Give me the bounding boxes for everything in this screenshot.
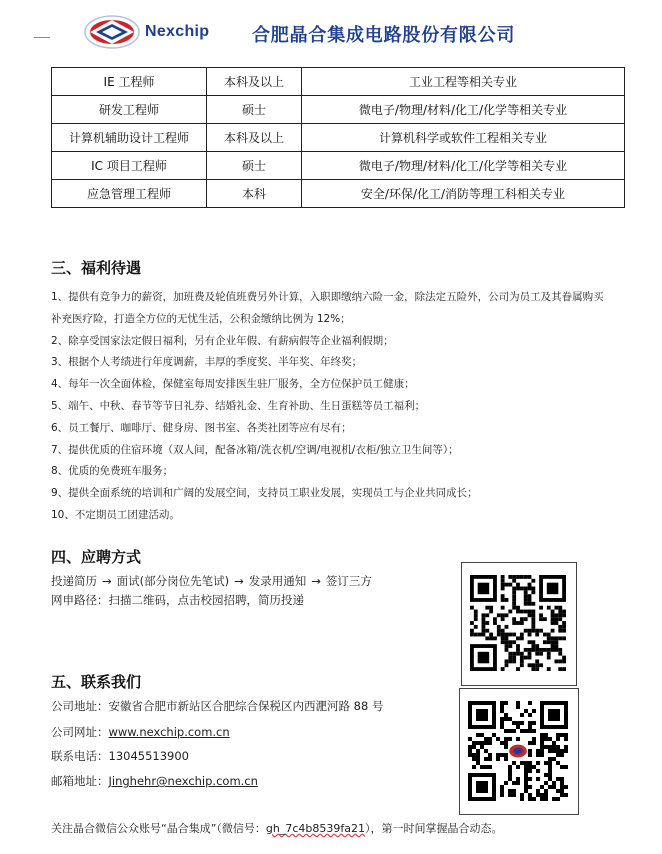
address-value: 安徽省合肥市新站区合肥综合保税区内西淝河路 88 号	[108, 699, 384, 713]
apply-step: 投递简历	[51, 574, 97, 588]
arrow-right-icon: →	[234, 574, 244, 588]
website-link[interactable]: www.nexchip.com.cn	[108, 725, 230, 739]
position-title-cell: IC 项目工程师	[52, 152, 207, 180]
position-title-cell: 应急管理工程师	[52, 180, 207, 208]
table-row	[52, 152, 625, 180]
online-apply-label: 网申路径：	[51, 593, 109, 607]
header-rule	[34, 37, 50, 38]
logo-wordmark: Nexchip	[145, 23, 210, 40]
degree-cell: 硕士	[207, 152, 302, 180]
arrow-right-icon: →	[311, 574, 321, 588]
phone-label: 联系电话：	[51, 749, 109, 763]
table-row	[52, 68, 625, 96]
degree-cell: 硕士	[207, 96, 302, 124]
apply-steps	[51, 573, 372, 589]
company-name: 合肥晶合集成电路股份有限公司	[252, 25, 516, 46]
major-cell: 微电子/物理/材料/化工/化学等相关专业	[302, 152, 625, 180]
degree-cell: 本科及以上	[207, 68, 302, 96]
list-item: 8、优质的免费班车服务；	[51, 465, 174, 478]
major-cell: 计算机科学或软件工程相关专业	[302, 124, 625, 152]
contact-address	[51, 698, 383, 714]
nexchip-logo-icon	[84, 15, 140, 49]
list-item: 7、提供优质的住宿环境（双人间，配备冰箱/洗衣机/空调/电视机/衣柜/独立卫生间等）；	[51, 443, 459, 456]
table-row	[52, 96, 625, 124]
wechat-qr-code[interactable]	[459, 688, 579, 815]
list-item: 10、不定期员工团建活动。	[51, 508, 180, 521]
note-prefix: 关注晶合微信公众账号“晶合集成”（微信号：	[51, 822, 266, 835]
website-label: 公司网址：	[51, 725, 109, 739]
email-link[interactable]: Jinghehr@nexchip.com.cn	[108, 774, 258, 788]
contact-website	[51, 724, 230, 740]
apply-heading: 四、应聘方式	[51, 548, 142, 566]
qr-code-icon	[470, 571, 566, 675]
position-title-cell: 计算机辅助设计工程师	[52, 124, 207, 152]
positions-table-body	[52, 68, 625, 208]
list-item: 6、员工餐厅、咖啡厅、健身房、图书室、各类社团等应有尽有；	[51, 421, 352, 434]
wechat-follow-note	[51, 820, 503, 836]
major-cell: 工业工程等相关专业	[302, 68, 625, 96]
degree-cell: 本科	[207, 180, 302, 208]
contact-heading: 五、联系我们	[51, 673, 142, 691]
note-suffix: ），第一时间掌握晶合动态。	[365, 822, 503, 835]
degree-cell: 本科及以上	[207, 124, 302, 152]
address-label: 公司地址：	[51, 699, 109, 713]
online-apply-text: 扫描二维码，点击校园招聘，简历投递	[108, 593, 304, 607]
benefits-heading: 三、福利待遇	[51, 259, 142, 277]
online-apply-path	[51, 592, 304, 608]
arrow-right-icon: →	[102, 574, 112, 588]
apply-step: 面试(部分岗位先笔试)	[116, 574, 230, 588]
apply-step: 签订三方	[325, 574, 372, 588]
apply-step: 发录用通知	[248, 574, 307, 588]
qr-code-icon	[468, 697, 568, 805]
benefits-list	[51, 287, 611, 527]
list-item: 5、端午、中秋、春节等节日礼券、结婚礼金、生育补助、生日蛋糕等员工福利；	[51, 399, 426, 412]
list-item: 2、除享受国家法定假日福利，另有企业年假、有薪病假等企业福利假期；	[51, 334, 394, 347]
wechat-id: gh_7c4b8539fa21	[265, 822, 365, 835]
apply-qr-code[interactable]	[461, 562, 577, 686]
table-row	[52, 180, 625, 208]
list-item: 4、每年一次全面体检，保健室每周安排医生驻厂服务，全方位保护员工健康；	[51, 378, 415, 391]
email-label: 邮箱地址：	[51, 774, 109, 788]
list-item: 9、提供全面系统的培训和广阔的发展空间，支持员工职业发展，实现员工与企业共同成长；	[51, 487, 478, 500]
phone-value: 13045513900	[108, 749, 189, 763]
major-cell: 微电子/物理/材料/化工/化学等相关专业	[302, 96, 625, 124]
contact-email	[51, 773, 258, 789]
list-item: 3、根据个人考绩进行年度调薪，丰厚的季度奖、半年奖、年终奖；	[51, 356, 363, 369]
page-header	[0, 0, 662, 60]
position-title-cell: IE 工程师	[52, 68, 207, 96]
major-cell: 安全/环保/化工/消防等理工科相关专业	[302, 180, 625, 208]
position-title-cell: 研发工程师	[52, 96, 207, 124]
table-row	[52, 124, 625, 152]
positions-table	[51, 67, 625, 208]
list-item: 1、提供有竞争力的薪资，加班费及轮值班费另外计算，入职即缴纳六险一金，除法定五险外，公司为员工及其眷属购买补充医疗险，打造全方位的无忧生活，公积金缴纳比例为 12%；	[51, 291, 604, 325]
contact-phone	[51, 748, 189, 764]
